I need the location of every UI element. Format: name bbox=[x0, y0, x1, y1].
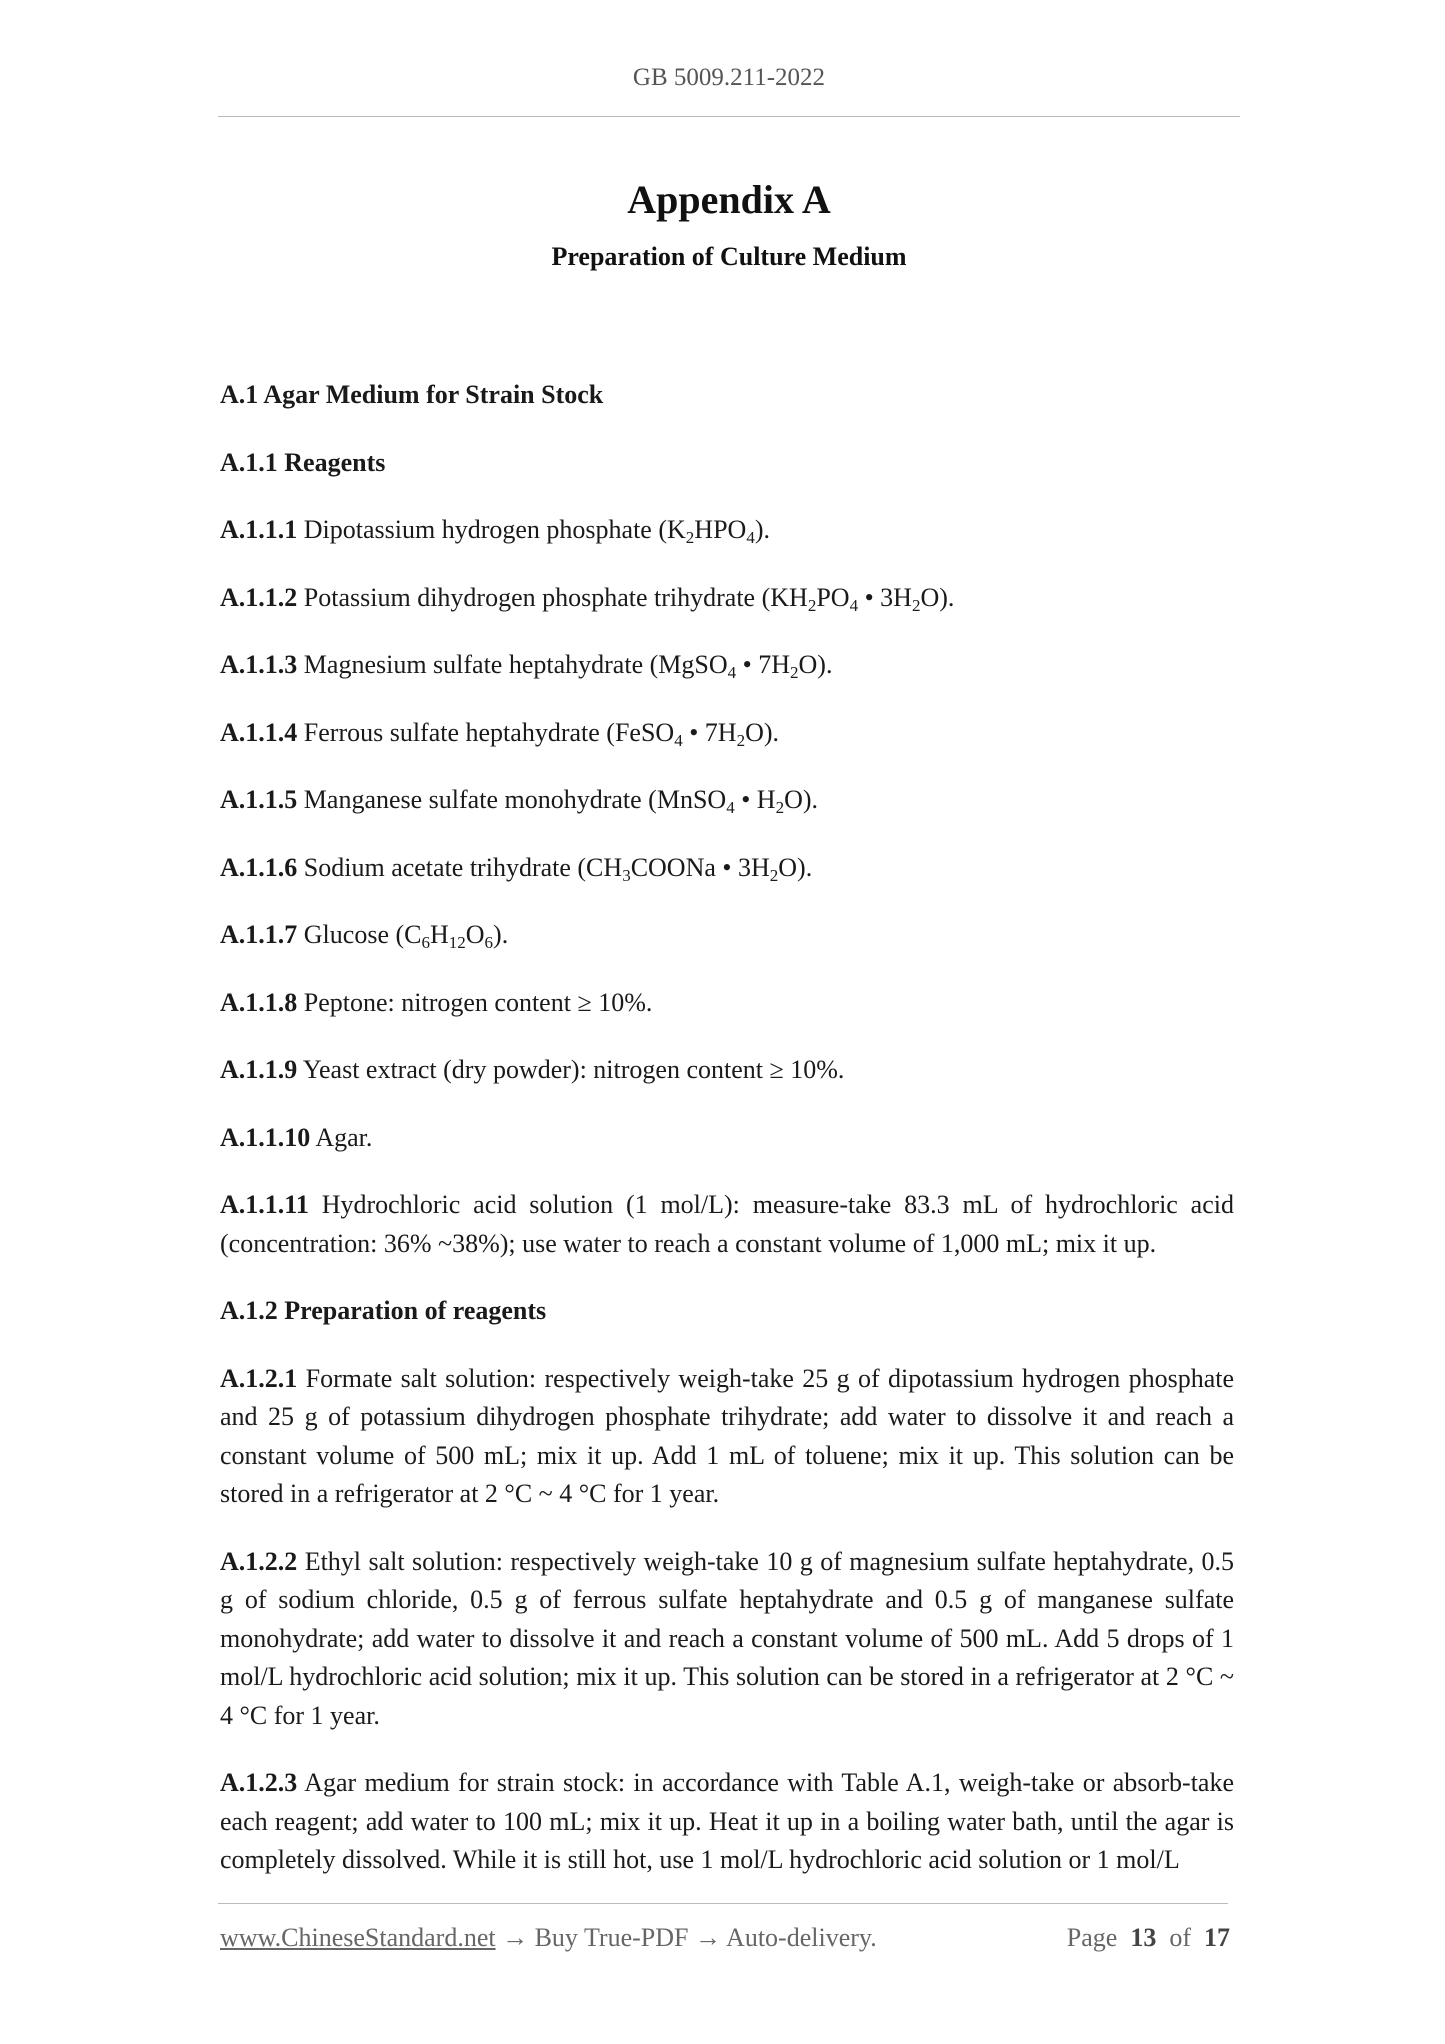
section-heading-a1: A.1 Agar Medium for Strain Stock bbox=[220, 380, 604, 409]
clause-number: A.1.2.2 bbox=[220, 1546, 298, 1576]
clause-number: A.1.1.9 bbox=[220, 1055, 298, 1084]
clause-a111: A.1.1.1 Dipotassium hydrogen phosphate $(K_2HPO_4)$. bbox=[220, 515, 770, 547]
site-link[interactable]: www.ChineseStandard.net bbox=[220, 1923, 496, 1952]
page-footer bbox=[220, 1923, 1230, 1953]
clause-a117: A.1.1.7 Glucose $(C_6H_{12}O_6)$. bbox=[220, 920, 509, 952]
total-pages: 17 bbox=[1204, 1923, 1230, 1952]
clause-a119: A.1.1.9 Yeast extract (dry powder): nitrogen content ≥ 10%. bbox=[220, 1055, 845, 1084]
page-title: Appendix A bbox=[627, 177, 831, 222]
clause-a118: A.1.1.8 Peptone: nitrogen content ≥ 10%. bbox=[220, 987, 653, 1017]
clause-number: A.1.1.11 bbox=[220, 1190, 309, 1219]
clause-number: A.1.1.10 bbox=[220, 1122, 311, 1152]
footer-rule bbox=[218, 1903, 1228, 1904]
clause-number: A.1.1.8 bbox=[220, 987, 298, 1017]
clause-a123: A.1.2.3 Agar medium for strain stock: in accordance with Table A.1, weigh-take or absorb-take each reagent; add water to 100 mL; mix it up. Heat it up in a boiling water bath, until the agar is completely dissolved. While it is still hot, use 1 mol/L hydrochloric acid solution or 1 mol/L bbox=[220, 1768, 1234, 1874]
clause-number: A.1.1.7 bbox=[220, 920, 298, 949]
clause-a1110: A.1.1.10 Agar. bbox=[220, 1122, 373, 1152]
clause-number: A.1.1.5 bbox=[220, 785, 298, 814]
body-content bbox=[220, 376, 1234, 1909]
clause-number: A.1.1.4 bbox=[220, 717, 298, 747]
clause-a112: A.1.1.2 Potassium dihydrogen phosphate trihydrate ($KH_2PO_4$ • $3H_2O$). bbox=[220, 582, 955, 615]
page-indicator: Page 13 of 17 bbox=[1066, 1923, 1230, 1952]
doc-header: GB 5009.211-2022 bbox=[632, 64, 826, 91]
clause-a121: A.1.2.1 Formate salt solution: respectively weigh-take 25 g of dipotassium hydrogen phosphate and 25 g of potassium dihydrogen phosphate trihydrate; add water to dissolve it and reach a constant volume of 500 mL; mix it up. Add 1 mL of toluene; mix it up. This solution can be stored in a refrigerator at 2 °C ~ 4 °C for 1 year. bbox=[220, 1363, 1234, 1508]
clause-number: A.1.2.3 bbox=[220, 1768, 298, 1797]
clause-number: A.1.1.6 bbox=[220, 852, 298, 882]
clause-number: A.1.1.1 bbox=[220, 515, 298, 544]
current-page-number: 13 bbox=[1130, 1923, 1157, 1952]
section-heading-a11: A.1.1 Reagents bbox=[220, 447, 386, 477]
header-rule bbox=[218, 116, 1240, 117]
clause-a1111: A.1.1.11 Hydrochloric acid solution (1 mol/L): measure-take 83.3 mL of hydrochloric acid (concentration: 36% ~38%); use water to reach a constant volume of 1,000 mL; mix it up. bbox=[220, 1190, 1234, 1258]
clause-number: A.1.2.1 bbox=[220, 1363, 298, 1393]
clause-number: A.1.1.2 bbox=[220, 582, 298, 612]
page-subtitle: Preparation of Culture Medium bbox=[551, 242, 907, 271]
section-heading-a12: A.1.2 Preparation of reagents bbox=[220, 1296, 547, 1325]
footer-promo: → Buy True-PDF → Auto-delivery. bbox=[495, 1923, 877, 1952]
clause-a116: A.1.1.6 Sodium acetate trihydrate ($CH_3COONa$ • $3H_2O$). bbox=[220, 852, 813, 885]
clause-a115: A.1.1.5 Manganese sulfate monohydrate (MnSO$_4$ • $H_2O$). bbox=[220, 785, 819, 817]
clause-a122: A.1.2.2 Ethyl salt solution: respectively weigh-take 10 g of magnesium sulfate heptahydrate, 0.5 g of sodium chloride, 0.5 g of ferrous sulfate heptahydrate and 0.5 g of manganese sulfate monohydrate; add water to dissolve it and reach a constant volume of 500 mL. Add 5 drops of 1 mol/L hydrochloric acid solution; mix it up. This solution can be stored in a refrigerator at 2 °C ~ 4 °C for 1 year. bbox=[220, 1546, 1234, 1730]
clause-number: A.1.1.3 bbox=[220, 650, 298, 679]
clause-a114: A.1.1.4 Ferrous sulfate heptahydrate (FeSO$_4$ • $7H_2O$). bbox=[220, 717, 780, 750]
clause-a113: A.1.1.3 Magnesium sulfate heptahydrate (MgSO$_4$ • $7H_2O$). bbox=[220, 650, 833, 682]
